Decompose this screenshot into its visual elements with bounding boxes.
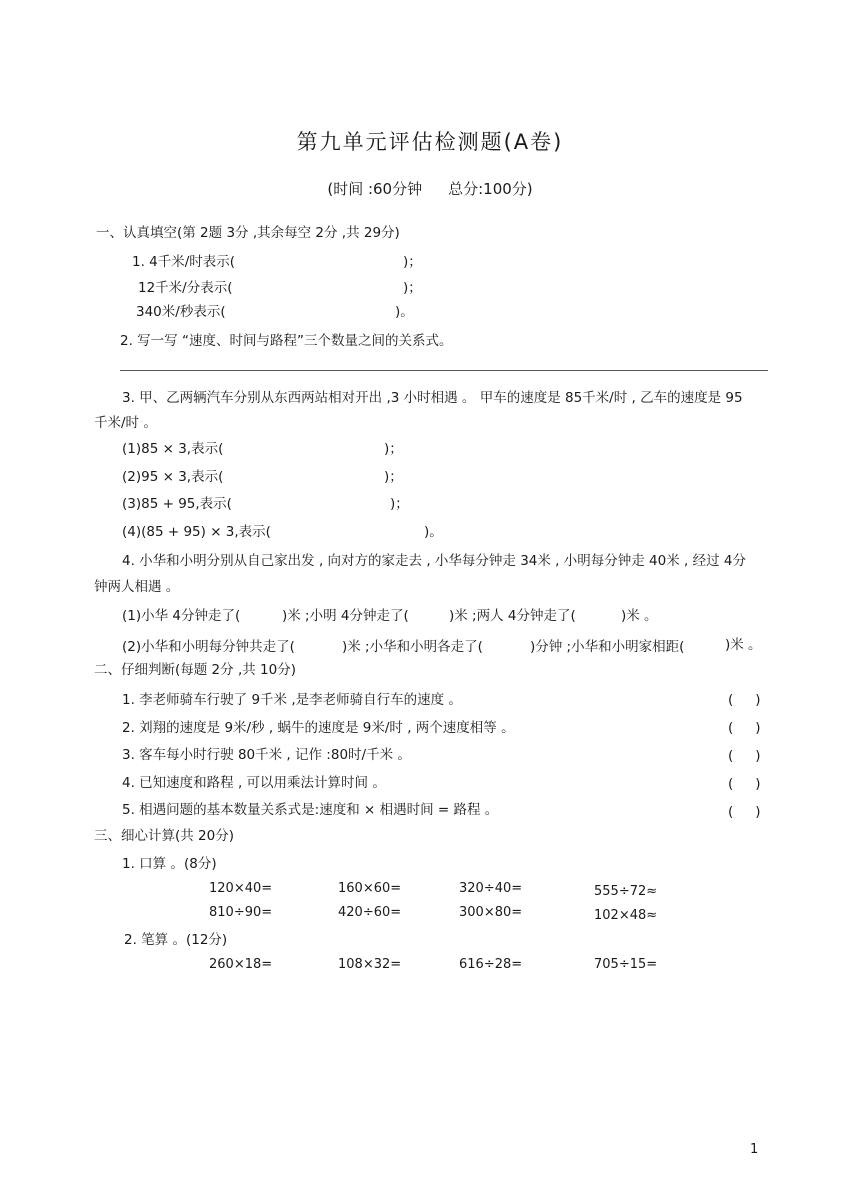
- q1-line-1: 1. 4千米/时表示(: [132, 254, 236, 270]
- q3-line-1: 3. 甲、乙两辆汽车分别从东西两站相对开出 ,3 小时相遇 。 甲车的速度是 85千米/时 , 乙车的速度是 95: [122, 390, 743, 406]
- q4-line-1: 4. 小华和小明分别从自己家出发 , 向对方的家走去 , 小华每分钟走 34米 , 小明每分钟走 40米 , 经过 4分: [122, 553, 746, 569]
- written-calc-row: [0, 957, 860, 977]
- q3-item-2-close: )；: [384, 469, 403, 485]
- q4-1-part-b: )米 ;小明 4分钟走了(: [282, 608, 409, 624]
- calc-item: 420÷60=: [338, 905, 402, 920]
- calc-item: 120×40=: [209, 881, 273, 896]
- calc-item: 616÷28=: [459, 957, 523, 972]
- section2-heading: 二、仔细判断(每题 2分 ,共 10分): [94, 662, 296, 678]
- calc-item: 260×18=: [209, 957, 273, 972]
- q3-item-4-close: )。: [424, 524, 443, 540]
- judge-paren-2: ( ): [728, 720, 761, 736]
- judge-paren-4: ( ): [728, 776, 761, 792]
- calc-item: 705÷15=: [594, 957, 658, 972]
- calc-item: 555÷72≈: [594, 884, 658, 899]
- judge-paren-5: ( ): [728, 804, 761, 820]
- mental-math-label: 1. 口算 。(8分): [122, 856, 217, 872]
- q3-item-3-close: )；: [390, 496, 409, 512]
- mental-math-row-2: [0, 905, 860, 925]
- calc-item: 102×48≈: [594, 908, 658, 923]
- total-score: 总分:100分): [448, 180, 533, 198]
- section3-heading: 三、细心计算(共 20分): [94, 828, 235, 844]
- calc-item: 320÷40=: [459, 881, 523, 896]
- page-subtitle: [0, 178, 860, 199]
- calc-item: 160×60=: [338, 881, 402, 896]
- q3-item-4: (4)(85 + 95) × 3,表示(: [122, 524, 271, 540]
- page-title: 第九单元评估检测题(A卷): [296, 130, 564, 154]
- q1-line-3-close: )。: [395, 304, 414, 320]
- q4-1-part-c: )米 ;两人 4分钟走了(: [449, 608, 576, 624]
- q2-text: 2. 写一写 “速度、时间与路程”三个数量之间的关系式。: [120, 333, 453, 349]
- judge-item-4: 4. 已知速度和路程 , 可以用乘法计算时间 。: [122, 775, 386, 791]
- answer-line: [120, 370, 768, 371]
- judge-item-3: 3. 客车每小时行驶 80千米 , 记作 :80时/千米 。: [122, 747, 411, 763]
- calc-item: 300×80=: [459, 905, 523, 920]
- judge-item-2: 2. 刘翔的速度是 9米/秒 , 蜗牛的速度是 9米/时 , 两个速度相等 。: [122, 720, 515, 736]
- q4-1-part-d: )米 。: [621, 608, 658, 624]
- q4-2-part-b: )米 ;小华和小明各走了(: [342, 639, 483, 655]
- mental-math-row-1: [0, 881, 860, 901]
- written-calc-label: 2. 笔算 。(12分): [124, 932, 228, 948]
- q3-item-3: (3)85 + 95,表示(: [122, 496, 232, 512]
- calc-item: 810÷90=: [209, 905, 273, 920]
- calc-item: 108×32=: [338, 957, 402, 972]
- q1-line-3: 340米/秒表示(: [136, 304, 226, 320]
- section1-heading: 一、认真填空(第 2题 3分 ,其余每空 2分 ,共 29分): [96, 225, 400, 241]
- judge-item-5: 5. 相遇问题的基本数量关系式是:速度和 × 相遇时间 = 路程 。: [122, 802, 499, 818]
- q3-item-1: (1)85 × 3,表示(: [122, 441, 224, 457]
- q1-line-2-close: )；: [403, 280, 422, 296]
- q4-2-part-c: )分钟 ;小华和小明家相距(: [530, 639, 685, 655]
- q3-item-1-close: )；: [384, 441, 403, 457]
- q4-2-part-d: )米 。: [725, 637, 762, 653]
- q1-line-2: 12千米/分表示(: [138, 280, 233, 296]
- q1-line-1-close: )；: [403, 254, 422, 270]
- judge-paren-1: ( ): [728, 692, 761, 708]
- page-number: 1: [750, 1142, 759, 1157]
- q4-line-2: 钟两人相遇 。: [94, 579, 180, 595]
- time-limit: (时间 :60分钟: [327, 180, 423, 198]
- q3-line-2: 千米/时 。: [94, 415, 157, 431]
- judge-paren-3: ( ): [728, 748, 761, 764]
- q3-item-2: (2)95 × 3,表示(: [122, 469, 224, 485]
- q4-1-part-a: (1)小华 4分钟走了(: [122, 608, 241, 624]
- q4-2-part-a: (2)小华和小明每分钟共走了(: [122, 639, 295, 655]
- judge-item-1: 1. 李老师骑车行驶了 9千米 ,是李老师骑自行车的速度 。: [122, 692, 462, 708]
